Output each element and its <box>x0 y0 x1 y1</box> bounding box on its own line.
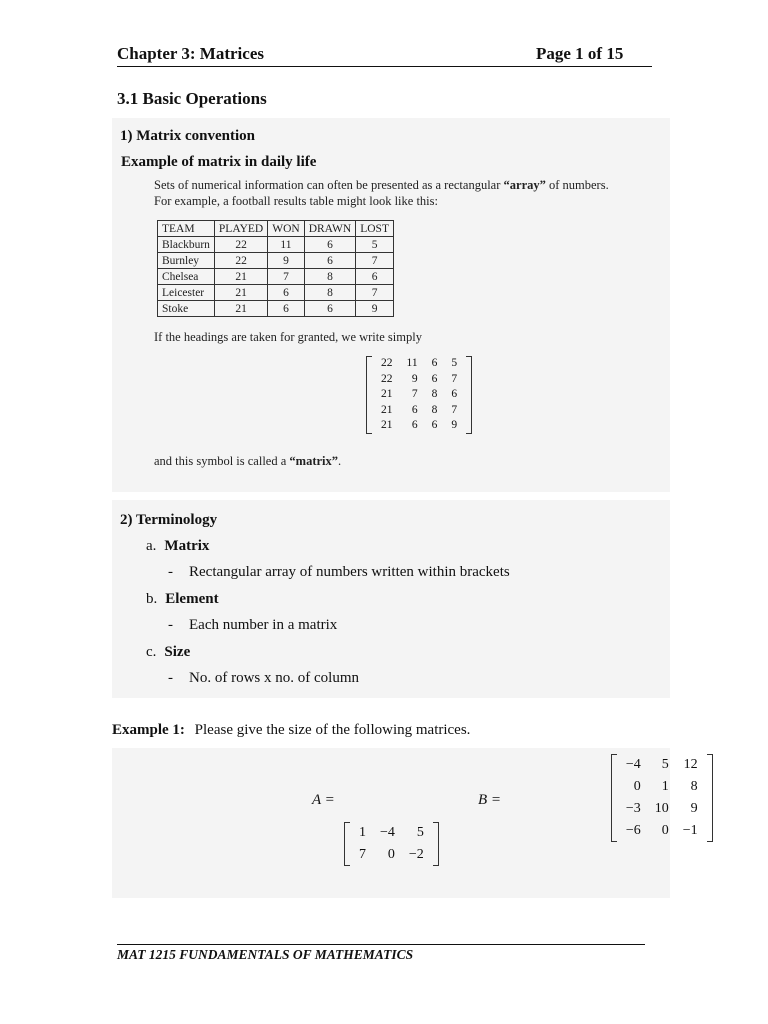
header-rule <box>117 66 652 67</box>
term-0 <box>146 538 209 555</box>
matrix-a-row <box>352 844 431 866</box>
scanned-excerpt-terminology <box>112 500 670 698</box>
table-cell: 6 <box>304 301 356 317</box>
football-matrix-element: 22 <box>381 357 393 369</box>
table-cell: 6 <box>268 301 304 317</box>
matrix-b-row <box>619 754 705 776</box>
football-matrix-element: 7 <box>451 372 458 385</box>
matrix-b-element: −1 <box>682 823 698 838</box>
term-name: Matrix <box>164 538 210 554</box>
football-matrix-element: 6 <box>411 403 418 416</box>
table-cell: Blackburn <box>158 237 215 253</box>
example-1-text: Please give the size of the following matrices. <box>194 722 471 738</box>
matrix-b-element: 8 <box>690 779 698 794</box>
table-cell: 6 <box>304 253 356 269</box>
football-matrix-element: 21 <box>381 388 393 400</box>
matrix-b-element: 9 <box>690 801 698 816</box>
table-row <box>158 285 394 301</box>
footer-rule <box>117 944 645 945</box>
example-1-label: Example 1: <box>112 722 185 738</box>
term-marker: b. <box>146 591 158 607</box>
table-row <box>158 269 394 285</box>
table-cell: 22 <box>214 253 267 269</box>
table-cell: Leicester <box>158 285 215 301</box>
football-matrix-row <box>374 403 464 419</box>
definition-text: Each number in a matrix <box>189 617 338 633</box>
table-header-cell: LOST <box>356 221 394 237</box>
football-matrix-element: 6 <box>431 419 438 431</box>
term-marker: c. <box>146 644 157 660</box>
matrix-b-row <box>619 776 705 798</box>
matrix-b-label: B = <box>478 792 502 808</box>
football-matrix-element: 22 <box>381 372 393 385</box>
headings-granted-text: If the headings are taken for granted, we write simply <box>154 330 422 344</box>
example-1-matrices <box>112 748 698 898</box>
table-cell: 5 <box>356 237 394 253</box>
term-marker: a. <box>146 538 157 554</box>
football-matrix-element: 8 <box>431 388 438 400</box>
bullet-dash: - <box>168 617 173 633</box>
table-cell: 6 <box>356 269 394 285</box>
table-cell: 9 <box>356 301 394 317</box>
term-1 <box>146 591 219 608</box>
term-name: Size <box>164 644 191 660</box>
football-results-table <box>157 220 394 317</box>
football-matrix-row <box>374 356 464 372</box>
matrix-a-element: 7 <box>359 847 366 862</box>
matrix-b-element: −3 <box>625 801 641 816</box>
football-matrix-element: 9 <box>411 372 418 385</box>
matrix-a <box>344 822 439 866</box>
matrix-b-row <box>619 798 705 820</box>
table-cell: 6 <box>304 237 356 253</box>
table-cell: 8 <box>304 285 356 301</box>
matrix-symbol-text: and this symbol is called a “matrix”. <box>154 454 342 468</box>
table-header-cell: WON <box>268 221 304 237</box>
term-definition <box>168 564 510 581</box>
football-matrix-element: 7 <box>411 388 418 400</box>
matrix-b-element: 5 <box>661 757 669 772</box>
term-2 <box>146 644 190 661</box>
football-matrix-element: 9 <box>451 419 458 431</box>
scanned-excerpt-matrix-convention <box>112 118 670 492</box>
table-cell: 21 <box>214 285 267 301</box>
table-cell: 21 <box>214 301 267 317</box>
matrix-a-element: 1 <box>359 825 366 840</box>
definition-text: No. of rows x no. of column <box>189 670 359 686</box>
football-matrix-element: 6 <box>411 419 418 431</box>
matrix-a-label: A = <box>312 792 335 808</box>
term-definition <box>168 670 359 687</box>
matrix-b-element: 10 <box>654 801 669 816</box>
table-cell: Stoke <box>158 301 215 317</box>
table-row <box>158 301 394 317</box>
terminology-heading: 2) Terminology <box>120 512 218 528</box>
table-cell: 6 <box>268 285 304 301</box>
table-cell: Burnley <box>158 253 215 269</box>
bullet-dash: - <box>168 670 173 686</box>
football-matrix-element: 21 <box>381 403 393 416</box>
matrix-a-element: 5 <box>416 825 424 840</box>
matrix-b-element: 12 <box>683 757 698 772</box>
intro-line-2: For example, a football results table might look like this: <box>154 194 438 208</box>
matrix-a-row <box>352 822 431 844</box>
football-matrix-row <box>374 387 464 403</box>
football-matrix-element: 11 <box>406 357 418 369</box>
table-cell: 8 <box>304 269 356 285</box>
football-matrix-element: 5 <box>451 357 458 369</box>
bullet-dash: - <box>168 564 173 580</box>
matrix-a-element: −4 <box>380 825 395 840</box>
football-matrix-element: 6 <box>431 372 438 385</box>
matrix-b-element: −4 <box>625 757 641 772</box>
football-matrix-element: 8 <box>431 403 438 416</box>
course-footer: MAT 1215 FUNDAMENTALS OF MATHEMATICS <box>117 947 414 962</box>
table-cell: 9 <box>268 253 304 269</box>
term-definition <box>168 617 337 634</box>
matrix-a-element: 0 <box>387 847 395 862</box>
definition-text: Rectangular array of numbers written within brackets <box>189 564 510 580</box>
table-header-cell: DRAWN <box>304 221 356 237</box>
matrix-b <box>611 754 713 842</box>
term-name: Element <box>165 591 219 607</box>
football-matrix <box>366 356 472 434</box>
matrix-b-element: 1 <box>661 779 669 794</box>
table-cell: 11 <box>268 237 304 253</box>
daily-life-subheading: Example of matrix in daily life <box>121 154 317 170</box>
intro-line-1: Sets of numerical information can often be presented as a rectangular “array” of numbers. <box>154 178 609 192</box>
football-matrix-row <box>374 418 464 434</box>
matrix-b-element: 0 <box>633 779 641 794</box>
football-matrix-element: 21 <box>381 419 393 431</box>
football-matrix-element: 6 <box>451 388 458 400</box>
table-cell: 7 <box>268 269 304 285</box>
table-header-cell: PLAYED <box>214 221 267 237</box>
table-cell: 22 <box>214 237 267 253</box>
table-row <box>158 253 394 269</box>
football-matrix-element: 7 <box>451 403 458 416</box>
page-indicator: Page 1 of 15 <box>536 44 624 63</box>
football-matrix-row <box>374 372 464 388</box>
matrix-convention-heading: 1) Matrix convention <box>120 128 255 144</box>
matrix-a-element: −2 <box>408 847 424 862</box>
table-cell: 21 <box>214 269 267 285</box>
table-header-row <box>158 221 394 237</box>
table-cell: Chelsea <box>158 269 215 285</box>
section-title: 3.1 Basic Operations <box>117 89 267 108</box>
matrix-b-element: −6 <box>625 823 641 838</box>
matrix-b-row <box>619 820 705 842</box>
table-cell: 7 <box>356 253 394 269</box>
football-matrix-element: 6 <box>431 357 438 369</box>
example-1-prompt <box>112 722 470 739</box>
chapter-title: Chapter 3: Matrices <box>117 44 264 63</box>
table-header-cell: TEAM <box>158 221 215 237</box>
table-row <box>158 237 394 253</box>
matrix-b-element: 0 <box>661 823 669 838</box>
table-cell: 7 <box>356 285 394 301</box>
